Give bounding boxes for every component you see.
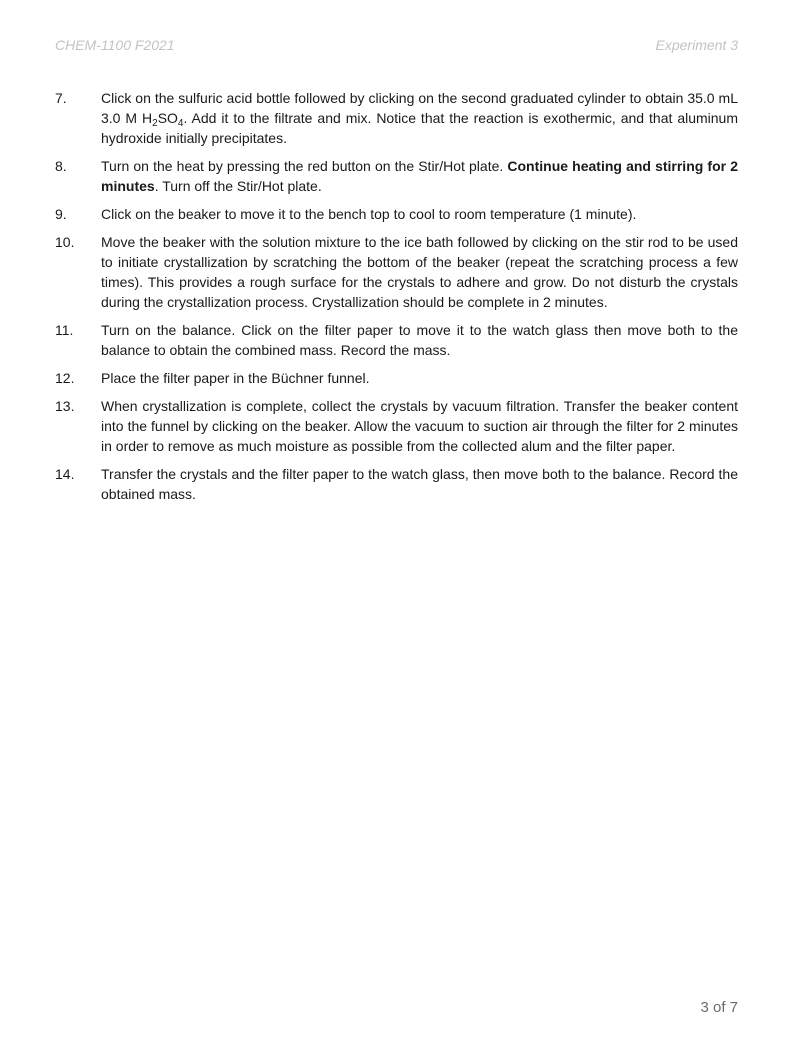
step-number: 13. <box>55 398 75 414</box>
page-number: 3 of 7 <box>700 999 738 1016</box>
step-11 <box>55 320 738 360</box>
step-number: 12. <box>55 370 75 386</box>
step-9 <box>55 204 738 224</box>
step-text: Place the filter paper in the Büchner funnel. <box>101 370 370 386</box>
step-number: 14. <box>55 466 75 482</box>
step-number: 10. <box>55 234 75 250</box>
step-text-part: Click on the sulfuric acid bottle followed by clicking on the second graduated cylinder to obtain 35.0 mL 3.0 M H <box>101 90 738 126</box>
step-number: 11. <box>55 322 74 338</box>
step-text: Turn on the balance. Click on the filter paper to move it to the watch glass then move both to the balance to obtain the combined mass. Record the mass. <box>101 322 738 358</box>
course-title: CHEM-1100 F2021 <box>55 37 175 53</box>
step-14 <box>55 464 738 504</box>
step-number: 9. <box>55 206 67 222</box>
step-number: 7. <box>55 90 67 106</box>
step-12 <box>55 368 738 388</box>
step-text-part: . Add it to the filtrate and mix. Notice that the reaction is exothermic, and that aluminum hydroxide initially precipitates. <box>101 110 739 146</box>
step-text-part: . Turn off the Stir/Hot plate. <box>154 178 322 194</box>
step-text: Click on the beaker to move it to the bench top to cool to room temperature (1 minute). <box>101 206 637 222</box>
experiment-title: Experiment 3 <box>655 37 738 53</box>
step-text-part: Turn on the heat by pressing the red button on the Stir/Hot plate. <box>101 158 508 174</box>
step-7 <box>55 88 738 148</box>
step-number: 8. <box>55 158 67 174</box>
procedure-steps <box>55 88 738 512</box>
step-10 <box>55 232 738 312</box>
step-text <box>101 156 738 196</box>
step-text: When crystallization is complete, collect the crystals by vacuum filtration. Transfer the beaker content into the funnel by clicking on the beaker. Allow the vacuum to suction air through the filter for 2 minutes in order to remove as much moisture as possible from the collected alum and the filter paper. <box>101 398 738 454</box>
step-text: Transfer the crystals and the filter paper to the watch glass, then move both to the balance. Record the obtained mass. <box>101 466 738 502</box>
step-text <box>101 88 738 148</box>
step-text: Move the beaker with the solution mixture to the ice bath followed by clicking on the stir rod to be used to initiate crystallization by scratching the bottom of the beaker (repeat the scratching process a few times). This provides a rough surface for the crystals to adhere and grow. Do not disturb the crystals during the crystallization process. Crystallization should be complete in 2 minutes. <box>101 234 738 310</box>
emphasis-text: Continue heating and stirring for 2 minutes <box>101 158 738 194</box>
step-8 <box>55 156 738 196</box>
page-header <box>55 37 738 57</box>
subscript: 4 <box>177 118 184 129</box>
subscript: 2 <box>152 118 158 129</box>
step-text-part: SO <box>157 110 178 126</box>
step-13 <box>55 396 738 456</box>
